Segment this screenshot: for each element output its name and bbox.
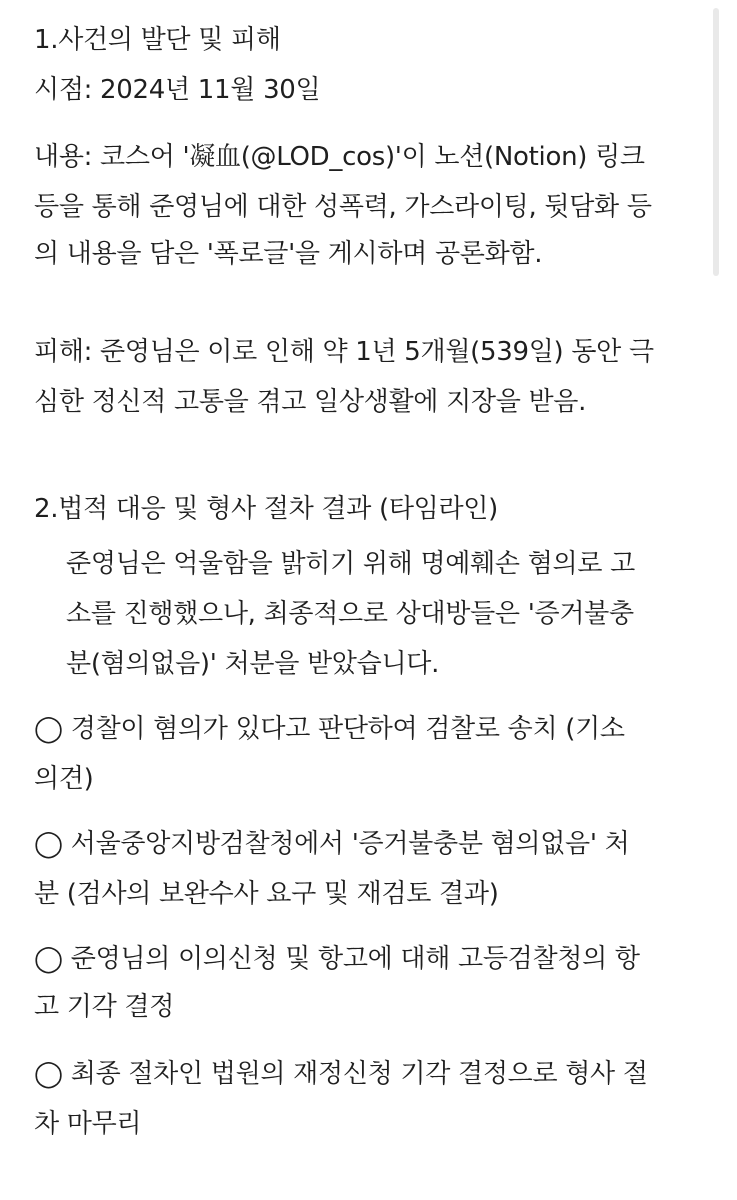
damage-line: 심한 정신적 고통을 겪고 일상생활에 지장을 받음.: [34, 387, 587, 417]
timeline-item-appeal-cont: 고 기각 결정: [34, 992, 175, 1022]
content-line: 의 내용을 담은 '폭로글'을 게시하며 공론화함.: [34, 239, 543, 269]
summary-line: 소를 진행했으나, 최종적으로 상대방들은 '증거불충: [66, 599, 634, 629]
section1-heading: 1.사건의 발단 및 피해: [34, 25, 281, 55]
scrollbar[interactable]: [713, 8, 719, 276]
timeline-item-prosecution: ◯ 서울중앙지방검찰청에서 '증거불충분 혐의없음' 처: [34, 829, 630, 859]
timeline-item-appeal: ◯ 준영님의 이의신청 및 항고에 대해 고등검찰청의 항: [34, 944, 640, 974]
timeline-item-court: ◯ 최종 절차인 법원의 재정신청 기각 결정으로 형사 절: [34, 1059, 648, 1089]
damage-line: 피해: 준영님은 이로 인해 약 1년 5개월(539일) 동안 극: [34, 337, 654, 367]
incident-date: 시점: 2024년 11월 30일: [34, 75, 321, 105]
timeline-item-prosecution-cont: 분 (검사의 보완수사 요구 및 재검토 결과): [34, 879, 499, 909]
timeline-item-police: ◯ 경찰이 혐의가 있다고 판단하여 검찰로 송치 (기소: [34, 714, 625, 744]
content-line: 등을 통해 준영님에 대한 성폭력, 가스라이팅, 뒷담화 등: [34, 192, 652, 222]
summary-line: 분(혐의없음)' 처분을 받았습니다.: [66, 649, 440, 679]
summary-line: 준영님은 억울함을 밝히기 위해 명예훼손 혐의로 고: [66, 549, 635, 579]
content-line: 내용: 코스어 '凝血(@LOD_cos)'이 노션(Notion) 링크: [34, 142, 645, 172]
section2-heading: 2.법적 대응 및 형사 절차 결과 (타임라인): [34, 494, 498, 524]
timeline-item-court-cont: 차 마무리: [34, 1109, 142, 1139]
timeline-item-police-cont: 의견): [34, 764, 94, 794]
